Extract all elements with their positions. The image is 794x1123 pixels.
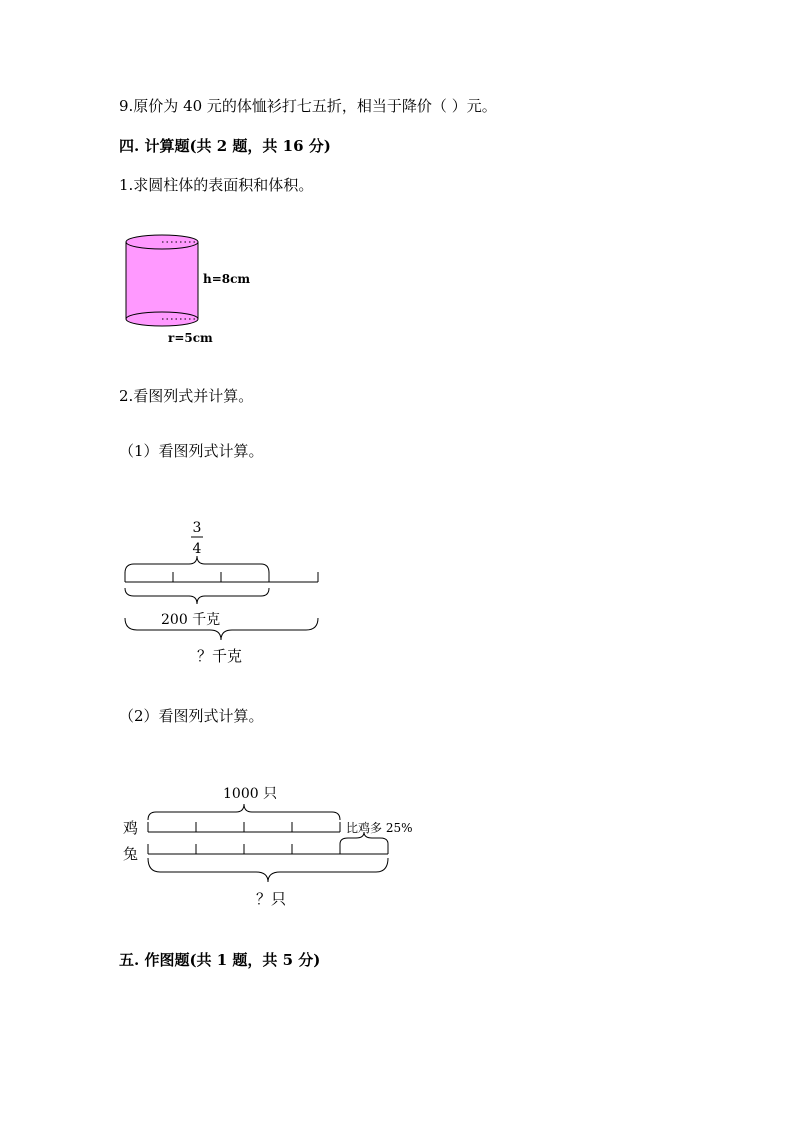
question-2-text: 2.看图列式并计算。 xyxy=(119,387,254,405)
height-label: h=8cm xyxy=(203,272,251,286)
fraction-denominator: 4 xyxy=(192,541,202,557)
section-4-heading: 四. 计算题(共 2 题，共 16 分) xyxy=(119,137,331,155)
question-9-text: 9.原价为 40 元的体恤衫打七五折，相当于降价（ ）元。 xyxy=(119,97,497,115)
question-2-part-2-title: （2）看图列式计算。 xyxy=(119,707,264,725)
rabbit-extra-label: 比鸡多 25% xyxy=(346,821,413,835)
radius-label: r=5cm xyxy=(168,331,213,345)
fraction-numerator: 3 xyxy=(192,520,202,536)
cylinder-figure xyxy=(126,235,250,345)
rabbit-row-label: 兔 xyxy=(123,845,139,863)
cylinder-body xyxy=(126,242,198,319)
chicken-count-label: 1000 只 xyxy=(223,786,278,802)
brace-total-kg xyxy=(125,618,318,640)
chicken-row-label: 鸡 xyxy=(123,819,139,837)
question-2-part-1-title: （1）看图列式计算。 xyxy=(119,442,264,460)
total-count-label: ？只 xyxy=(256,890,287,908)
brace-200kg xyxy=(125,588,269,604)
total-brace xyxy=(148,858,388,882)
top-brace-three-quarters xyxy=(125,556,269,573)
question-1-text: 1.求圆柱体的表面积和体积。 xyxy=(119,176,314,194)
unknown-weight-label: ？千克 xyxy=(197,647,243,665)
diagram-1 xyxy=(125,520,318,665)
section-5-heading: 五. 作图题(共 1 题，共 5 分) xyxy=(119,951,321,969)
top-brace-1000 xyxy=(148,804,340,820)
diagram-2 xyxy=(123,786,413,908)
known-weight-label: 200 千克 xyxy=(161,612,221,628)
